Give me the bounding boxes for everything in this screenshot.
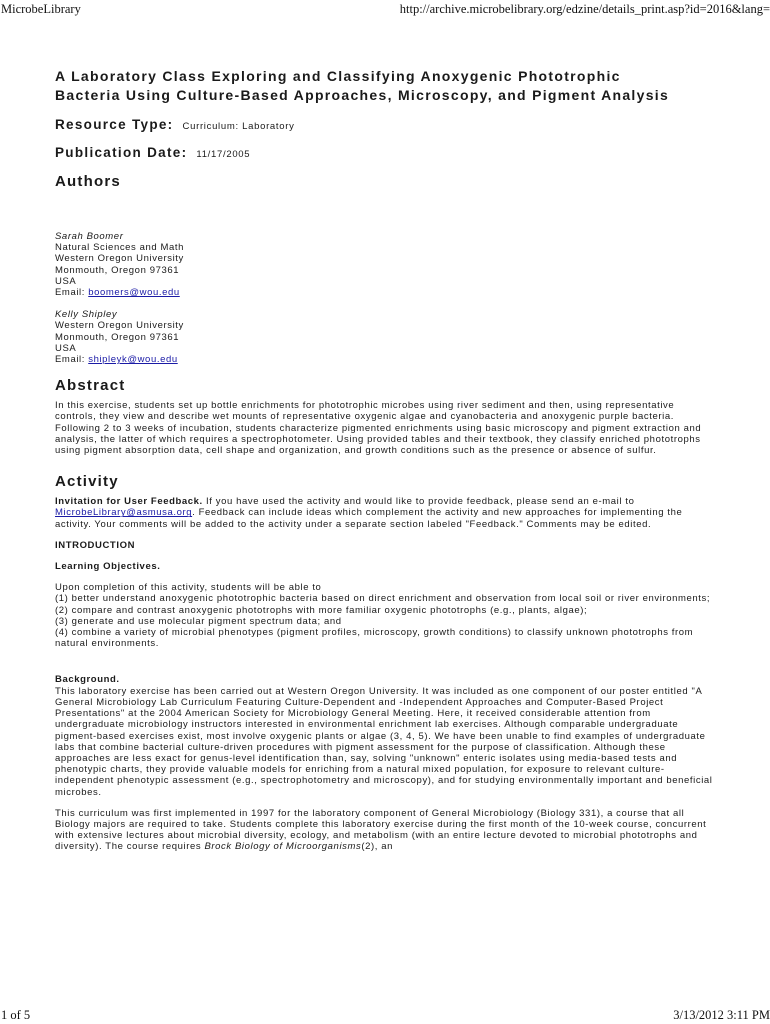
page-url: http://archive.microbelibrary.org/edzine/details_print.asp?id=2016&lang= (399, 2, 770, 16)
objective-item: (2) compare and contrast anoxygenic phototrophs with more familiar oxygenic phototrophs (e.g., plants, algae); (55, 604, 588, 616)
curriculum-text: (2), an (361, 841, 394, 853)
author-email-link[interactable]: shipleyk@wou.edu (88, 354, 178, 366)
textbook-citation: Brock Biology of Microorganisms (204, 841, 362, 853)
author-email-link[interactable]: boomers@wou.edu (88, 287, 180, 299)
introduction-heading: INTRODUCTION (55, 539, 136, 551)
email-label: Email: (55, 287, 89, 299)
objectives-heading: Learning Objectives. (55, 561, 161, 573)
document-body (55, 67, 715, 863)
feedback-text: If you have used the activity and would like to provide feedback, please send an e-mail to (202, 496, 635, 508)
feedback-paragraph (55, 496, 715, 530)
author-block (55, 231, 715, 298)
article-title (55, 67, 715, 104)
background-heading: Background. (55, 674, 120, 686)
background-paragraph (55, 674, 715, 797)
authors-heading: Authors (55, 173, 121, 190)
resource-type-label: Resource Type: (55, 117, 174, 132)
author-name: Sarah Boomer (55, 231, 124, 242)
curriculum-paragraph (55, 808, 715, 853)
author-name: Kelly Shipley (55, 309, 118, 321)
objective-item: (1) better understand anoxygenic phototrophic bacteria based on direct enrichment and observation from local soil or river environments; (55, 593, 711, 605)
background-text: This laboratory exercise has been carried out at Western Oregon University. It was included as one component of our poster entitled "A General Microbiology Lab Curriculum Featuring Culture-Dependent and -Independent Approaches and Computer-Based Project Presentations" at the 2004 American Society for Microbiology General Meeting. Here, it received considerable attention from undergraduate microbiology instructors interested in environmental enrichment lab exercises. Although comparable undergraduate pigment-based exercises exist, most involve oxygenic plants or algae (3, 4, 5). We have been unable to find examples of undergraduate labs that combine bacterial culture-driven procedures with pigment assessment for the purpose of classification. Although these approaches are less exact for genus-level identification than, say, solving "unknown" enteric isolates using media-based tests and phenotypic charts, they provide valuable models for enriching from a natural mixed population, for exposure to relevant culture-independent phenotypic assessment (e.g., spectrophotometry and microscopy), and for studying environmentally important and beneficial microbes. (55, 685, 713, 798)
author-line: Western Oregon University (55, 320, 184, 332)
author-email-row (55, 354, 715, 365)
activity-heading: Activity (55, 473, 119, 491)
author-line: USA (55, 275, 77, 287)
resource-type-value: Curriculum: Laboratory (182, 121, 295, 132)
author-line: Monmouth, Oregon 97361 (55, 331, 180, 343)
author-line: USA (55, 342, 77, 354)
abstract-heading: Abstract (55, 377, 126, 395)
objective-item: (4) combine a variety of microbial phenotypes (pigment profiles, microscopy, growth conditions) to classify unknown phototrophs from natural environments. (55, 627, 694, 650)
curriculum-text: This curriculum was first implemented in 1997 for the laboratory component of General Microbiology (Biology 331), a course that all Biology majors are required to take. Students complete this laboratory exercise during the first month of the 10-week course, concurrent with extensive lectures about microbial diversity, ecology, and metabolism (with an entire lecture devoted to microbial phototrophs and diversity). The course requires (55, 807, 707, 853)
publication-date-row (55, 143, 715, 165)
feedback-lead: Invitation for User Feedback. (55, 496, 203, 508)
author-line: Natural Sciences and Math (55, 242, 185, 254)
title-line: A Laboratory Class Exploring and Classifying Anoxygenic Phototrophic (55, 68, 621, 84)
page-count: 1 of 5 (1, 1008, 31, 1022)
email-label: Email: (55, 354, 89, 366)
publication-date-value: 11/17/2005 (196, 149, 251, 160)
author-line: Western Oregon University (55, 253, 184, 265)
feedback-email-link[interactable]: MicrobeLibrary@asmusa.org (55, 507, 193, 519)
feedback-text: . Feedback can include ideas which complement the activity and new approaches for implementing the activity. Your comments will be added to the activity under a separate section labeled "Feedback." Comments may be edited. (55, 507, 683, 530)
author-block (55, 309, 715, 365)
author-email-row (55, 287, 715, 298)
objective-item: (3) generate and use molecular pigment spectrum data; and (55, 615, 342, 627)
author-line: Monmouth, Oregon 97361 (55, 264, 180, 276)
site-name: MicrobeLibrary (1, 2, 81, 16)
objectives-list (55, 582, 715, 649)
spacer (55, 659, 715, 674)
print-datetime: 3/13/2012 3:11 PM (673, 1008, 770, 1022)
objectives-intro: Upon completion of this activity, students will be able to (55, 582, 322, 594)
publication-date-label: Publication Date: (55, 145, 188, 160)
title-line: Bacteria Using Culture-Based Approaches, Microscopy, and Pigment Analysis (55, 86, 670, 103)
resource-type-row (55, 115, 715, 137)
abstract-text: In this exercise, students set up bottle enrichments for phototrophic microbes using river sediment and then, using representative controls, they view and describe wet mounts of representative oxygenic algae and cyanobacteria and anoxygenic purple bacteria. Following 2 to 3 weeks of incubation, students characterize pigmented enrichments using basic microscopy and pigment extraction and analysis, the latter of which requires a spectrophotometer. Using provided tables and their textbook, they classify enriched phototrophs using pigment absorption data, cell shape and organization, and growth conditions such as the presence or absence of sulfur. (55, 400, 702, 457)
